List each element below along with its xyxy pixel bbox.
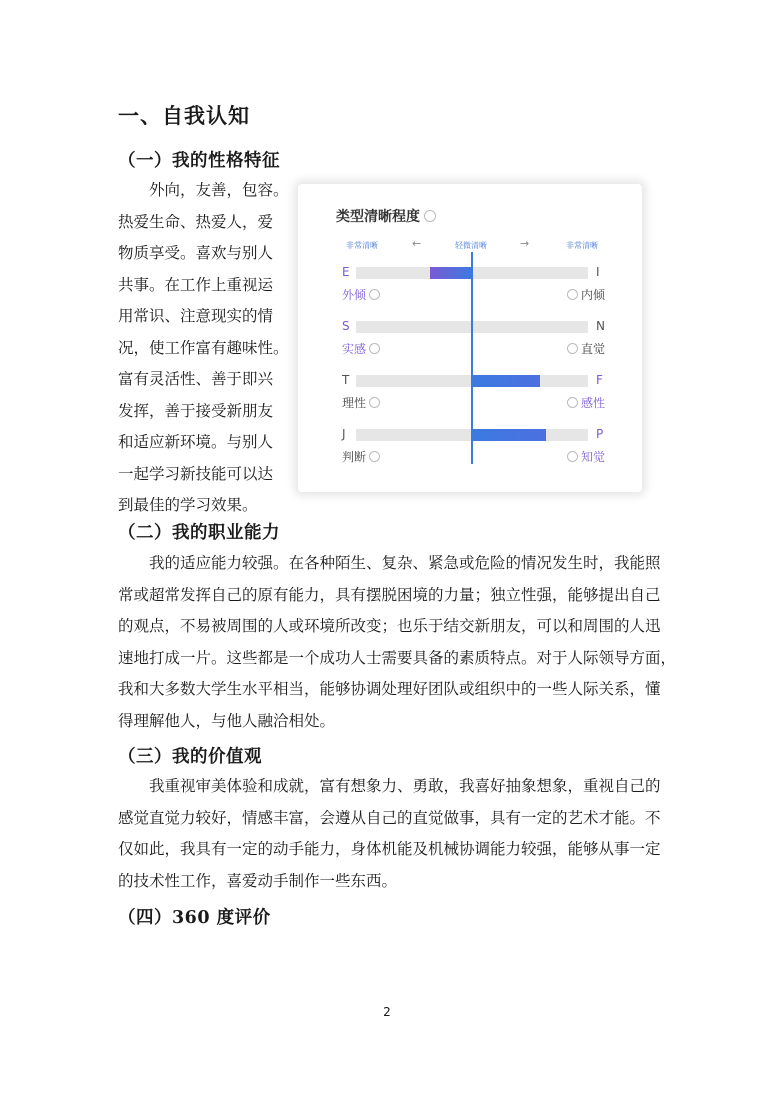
- values-line: 感觉直觉力较好，情感丰富，会遵从自己的直觉做事，具有一定的艺术才能。不: [118, 808, 661, 827]
- page-heading: 一、自我认知: [118, 103, 250, 128]
- info-icon: [424, 210, 436, 222]
- row-left-letter: E: [342, 265, 350, 279]
- row-right-label-text: 内倾: [581, 288, 606, 302]
- row-left-label: [342, 394, 383, 411]
- traits-line: 况，使工作富有趣味性。: [118, 338, 289, 357]
- row-left-label-text: 实感: [342, 342, 367, 356]
- info-icon: [369, 397, 380, 408]
- row-right-label: [564, 448, 605, 465]
- info-icon: [567, 343, 578, 354]
- ability-line: 我和大多数大学生水平相当，能够协调处理好团队或组织中的一些人际关系，懂: [118, 680, 661, 698]
- row-right-letter: N: [596, 319, 605, 333]
- row-right-letter: P: [596, 427, 604, 441]
- row-left-label-text: 外倾: [342, 288, 367, 302]
- traits-line: 发挥，善于接受新朋友: [118, 401, 274, 420]
- traits-paragraph: [118, 175, 288, 522]
- ability-line: 的观点，不易被周围的人或环境所改变；也乐于结交新朋友，可以和周围的人迅: [118, 617, 661, 635]
- traits-line: 和适应新环境。与别人: [118, 433, 274, 451]
- section-title-ability: （二）我的职业能力: [118, 523, 280, 543]
- values-line: 我重视审美体验和成就，富有想象力、勇敢，我喜好抽象想象，重视自己的: [149, 777, 661, 795]
- section-title-values: （三）我的价值观: [118, 747, 262, 767]
- traits-line: 富有灵活性、善于即兴: [118, 370, 274, 388]
- type-clarity-chart: [298, 184, 642, 492]
- ability-paragraph: [118, 548, 677, 737]
- info-icon: [567, 289, 578, 300]
- traits-line: 热爱生命、热爱人，爱: [118, 212, 274, 231]
- ability-line: 我的适应能力较强。在各种陌生、复杂、紧急或危险的情况发生时，我能照: [149, 554, 661, 572]
- row-left-letter: J: [342, 427, 346, 441]
- traits-line: 物质享受。喜欢与别人: [118, 244, 274, 262]
- values-line: 的技术性工作，喜爱动手制作一些东西。: [118, 871, 398, 890]
- info-icon: [369, 343, 380, 354]
- info-icon: [567, 451, 578, 462]
- row-right-label-text: 直觉: [581, 342, 606, 356]
- center-axis-line: [471, 252, 473, 464]
- row-right-letter: F: [596, 373, 603, 387]
- ability-line: 得理解他人，与他人融洽相处。: [118, 711, 336, 730]
- ability-line: 速地打成一片。这些都是一个成功人士需要具备的素质特点。对于人际领导方面，: [118, 648, 677, 667]
- header-left-label: 非常清晰: [346, 241, 378, 250]
- row-left-label: [342, 286, 383, 303]
- traits-line: 一起学习新技能可以达: [118, 464, 274, 483]
- header-right-label: 非常清晰: [566, 241, 598, 250]
- row-right-label-text: 知觉: [581, 450, 606, 464]
- row-left-letter: S: [342, 319, 350, 333]
- row-left-label: [342, 448, 383, 465]
- row-right-label: [564, 394, 605, 411]
- row-left-letter: T: [342, 373, 350, 387]
- row-right-label-text: 感性: [581, 396, 606, 410]
- row-left-label-text: 判断: [342, 450, 367, 464]
- row-left-label-text: 理性: [342, 396, 367, 410]
- arrow-right-icon: →: [520, 237, 530, 250]
- traits-line: 外向，友善，包容。: [149, 181, 289, 199]
- info-icon: [369, 451, 380, 462]
- row-left-label: [342, 340, 383, 357]
- section-title-360-review: （四）360 度评价: [118, 908, 271, 928]
- row-right-letter: I: [596, 265, 600, 279]
- info-icon: [369, 289, 380, 300]
- clarity-bar: [472, 375, 541, 387]
- ability-line: 常或超常发挥自己的原有能力，具有摆脱困境的力量；独立性强，能够提出自己: [118, 585, 661, 604]
- traits-line: 用常识、注意现实的情: [118, 307, 274, 325]
- chart-title-text: 类型清晰程度: [336, 209, 420, 225]
- page-number: 2: [383, 1005, 391, 1019]
- arrow-left-icon: ←: [412, 237, 422, 250]
- values-line: 仅如此，我具有一定的动手能力，身体机能及机械协调能力较强，能够从事一定: [118, 840, 661, 858]
- values-paragraph: [118, 771, 661, 897]
- row-right-label: [564, 286, 605, 303]
- clarity-bar: [472, 429, 546, 441]
- traits-line: 到最佳的学习效果。: [118, 496, 258, 514]
- clarity-bar: [430, 267, 472, 279]
- row-right-label: [564, 340, 605, 357]
- traits-line: 共事。在工作上重视运: [118, 275, 274, 294]
- info-icon: [567, 397, 578, 408]
- section-title-personality: （一）我的性格特征: [118, 151, 280, 171]
- chart-title: [336, 206, 436, 226]
- header-center-label: 轻微清晰: [455, 241, 487, 250]
